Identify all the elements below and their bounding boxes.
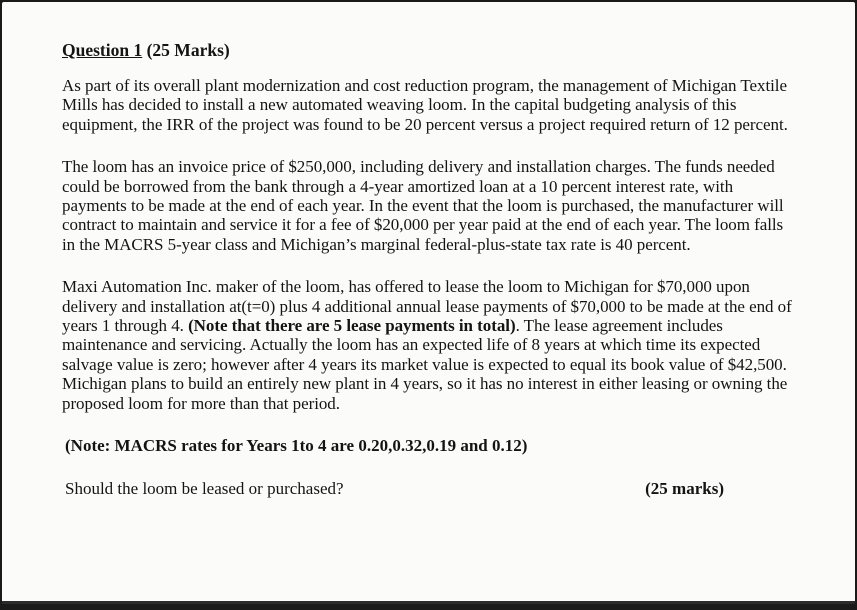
- lease-terms-text-1: Maxi Automation Inc. maker of the loom, has offered to lease the loom to Michigan for $70,000 upon delivery and installation at(t=0) plus 4 additional annual lease payments of $70,000 to be made at the end of years 1 through 4.: [62, 277, 792, 336]
- page-bottom-edge: [2, 601, 855, 604]
- question-heading: [62, 40, 795, 60]
- paragraph-lease-terms: [62, 277, 795, 413]
- question-marks: (25 Marks): [146, 40, 230, 60]
- macrs-rates-note: (Note: MACRS rates for Years 1to 4 are 0.20,0.32,0.19 and 0.12): [65, 436, 528, 456]
- final-marks: (25 marks): [645, 479, 724, 499]
- paragraph-intro: As part of its overall plant modernization and cost reduction program, the management of Michigan Textile Mills has decided to install a new automated weaving loom. In the capital budgeting analysis of this equipment, the IRR of the project was found to be 20 percent versus a project required return of 12 percent.: [62, 76, 788, 134]
- lease-payments-note: (Note that there are 5 lease payments in total): [188, 316, 516, 336]
- paragraph-purchase-terms: The loom has an invoice price of $250,000, including delivery and installation charges. The funds needed could be borrowed from the bank through a 4-year amortized loan at a 10 percent interest rate, with payments to be made at the end of each year. In the event that the loom is purchased, the manufacturer will contract to maintain and service it for a fee of $20,000 per year paid at the end of each year. The loom falls in the MACRS 5-year class and Michigan’s marginal federal-plus-state tax rate is 40 percent.: [62, 157, 784, 254]
- document-page: [2, 2, 855, 604]
- question-label: Question 1: [62, 40, 143, 60]
- final-question-row: [62, 479, 795, 499]
- final-question: Should the loom be leased or purchased?: [65, 479, 344, 499]
- lease-terms-text-2: . The lease agreement includes maintenance and servicing. Actually the loom has an expected life of 8 years at which time its expected salvage value is zero; however after 4 years its market value is expected to equal its book value of $42,500. Michigan plans to build an entirely new plant in 4 years, so it has no interest in either leasing or owning the proposed loom for more than that period.: [62, 316, 788, 413]
